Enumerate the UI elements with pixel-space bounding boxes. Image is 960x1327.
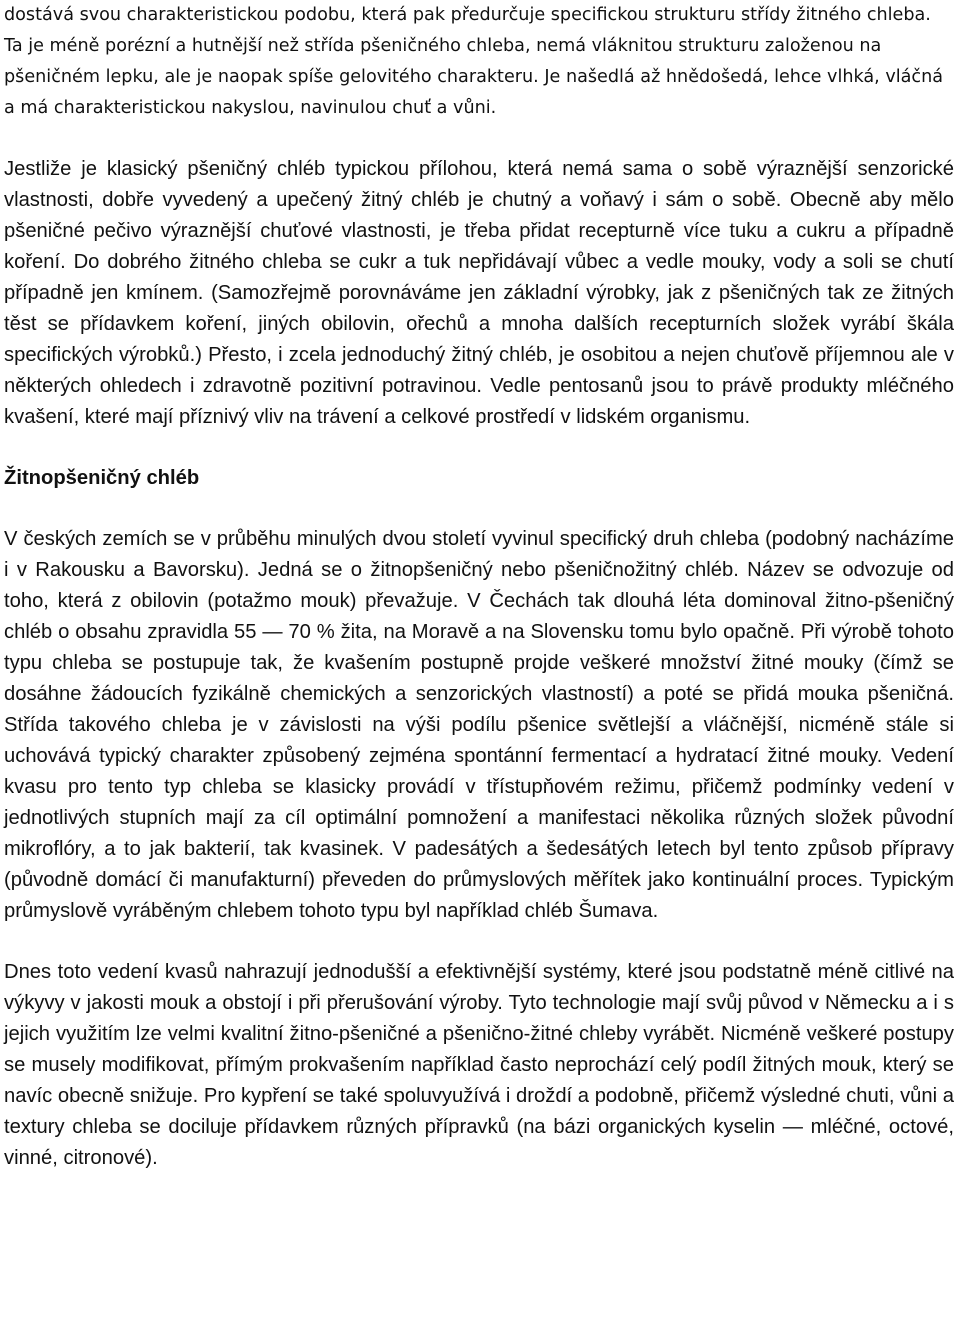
paragraph-rye-wheat-bread: V českých zemích se v průběhu minulých dvou století vyvinul specifický druh chleba (podobný nacházíme i v Rakousku a Bavorsku). Jedná se o žitnopšeničný nebo pšeničnožitný chléb. Název se odvozuje od toho, která z obilovin (potažmo mouk) převažuje. V Čechách tak dlouhá léta dominoval žitno-pšeničný chléb o obsahu zpravidla 55 — 70 % žita, na Moravě a na Slovensku tomu bylo opačně. Při výrobě tohoto typu chleba se postupuje tak, že kvašením postupně projde veškeré množství žitné mouky (čímž se dosáhne žádoucích fyzikálně chemických a senzorických vlastností) a poté se přidá mouka pšeničná. Střída takového chleba je v závislosti na výši podílu pšenice světlejší a vláčnější, nicméně stále si uchovává typický charakter způsobený zejména spontánní fermentací a hydratací žitné mouky. Vedení kvasu pro tento typ chleba se klasicky provádí v třístupňovém režimu, přičemž podmínky vedení v jednotlivých stupních mají za cíl optimální pomnožení a manifestaci několika různých složek původní mikroflóry, a to jak bakterií, tak kvasinek. V padesátých a šedesátých letech byl tento způsob přípravy (původně domácí či manufakturní) převeden do průmyslových měřítek jako kontinuální proces. Typickým průmyslově vyráběným chlebem tohoto typu byl například chléb Šumava. xyxy=(4,528,954,922)
paragraph-modern-methods: Dnes toto vedení kvasů nahrazují jednodušší a efektivnější systémy, které jsou podstatně méně citlivé na výkyvy v jakosti mouk a obstojí i při přerušování výroby. Tyto technologie mají svůj původ v Německu a i s jejich využitím lze velmi kvalitní žitno-pšeničné a pšenično-žitné chleby vyrábět. Nicméně veškeré postupy se musely modifikovat, přímým prokvašením například často neprochází celý podíl žitných mouk, který se navíc obecně snižuje. Pro kypření se také spoluvyužívá i droždí a podobně, přičemž výsledné chuti, vůni a textury chleba se dociluje přídavkem různých přípravků (na bázi organických kyselin — mléčné, octové, vinné, citronové). xyxy=(4,961,954,1169)
paragraph-rye-bread-qualities: Jestliže je klasický pšeničný chléb typickou přílohou, která nemá sama o sobě výraznější senzorické vlastnosti, dobře vyvedený a upečený žitný chléb je chutný a voňavý i sám o sobě. Obecně aby mělo pšeničné pečivo výraznější chuťové vlastnosti, je třeba přidat recepturně více tuku a cukru a případně koření. Do dobrého žitného chleba se cukr a tuk nepřidávají vůbec a vedle mouky, vody a soli se chutí případně jen kmínem. (Samozřejmě porovnáváme jen základní výrobky, jak z pšeničných tak ze žitných těst se přídavkem koření, jiných obilovin, ořechů a mnoha dalších recepturních složek vyrábí škála specifických výrobků.) Přesto, i zcela jednoduchý žitný chléb, je osobitou a nejen chuťově příjemnou ale v některých ohledech i zdravotně pozitivní potravinou. Vedle pentosanů jsou to právě produkty mléčného kvašení, které mají příznivý vliv na trávení a celkové prostředí v lidském organismu. xyxy=(4,158,954,428)
paragraph-intro: dostává svou charakteristickou podobu, která pak předurčuje specifickou strukturu střídy žitného chleba. Ta je méně porézní a hutnější než střída pšeničného chleba, nemá vláknitou strukturu založenou na pšeničném lepku, ale je naopak spíše gelovitého charakteru. Je našedlá až hnědošedá, lehce vlhká, vláčná a má charakteristickou nakyslou, navinulou chuť a vůni. xyxy=(4,5,944,118)
section-heading: Žitnopšeničný chléb xyxy=(4,467,200,489)
